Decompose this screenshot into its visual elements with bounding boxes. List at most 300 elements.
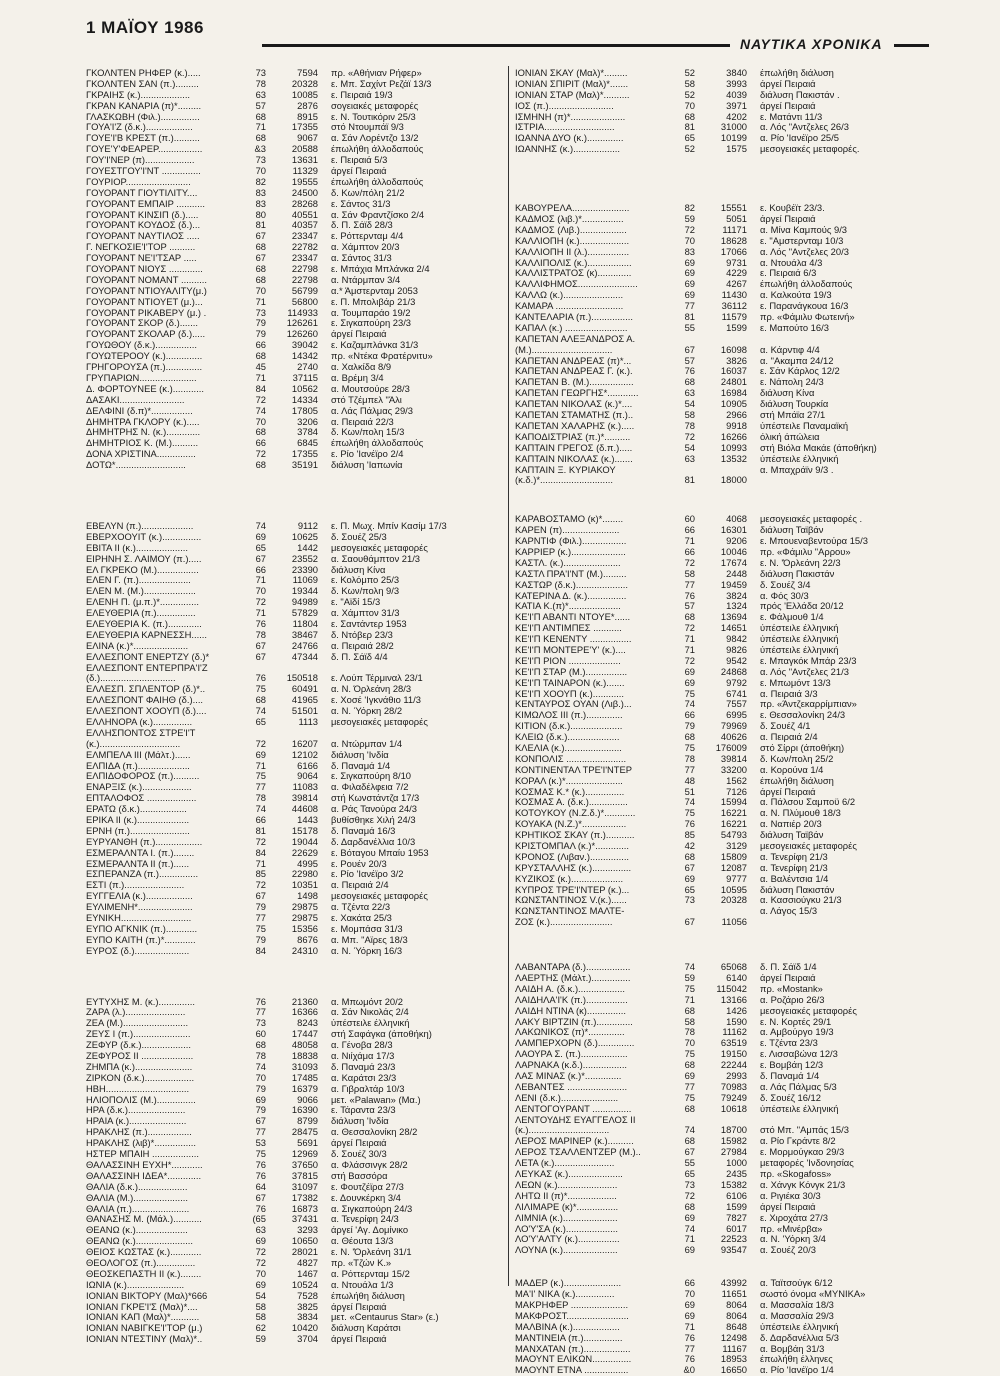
- ship-status: μεσογειακές μεταφορές: [760, 841, 857, 851]
- tonnage: 9064: [297, 770, 318, 782]
- built-year: 57: [255, 99, 266, 111]
- built-year: 69: [684, 1211, 695, 1223]
- built-year: 74: [255, 404, 266, 416]
- ship-status: ε. Τάραντα 23/3: [331, 1105, 396, 1116]
- ship-status: άργεί Πειραιά: [331, 1301, 387, 1312]
- tonnage: 7126: [726, 785, 747, 797]
- built-year: 69: [255, 530, 266, 542]
- ship-name: ΚΑΠΕΤΑΝ ΑΛΕΞΑΝΔΡΟΣ Α.: [515, 333, 636, 344]
- ship-name: ΕΛ ΓΚΡΕΚΟ (Μ.)................: [86, 564, 199, 575]
- ship-status: α. Γένοβα 28/3: [331, 1040, 393, 1051]
- ship-status: έπωλήθη άλλοδαπούς: [331, 176, 424, 187]
- ship-name: ΕΛΛΕΣΠΟΝΤ ΕΝΤΕΡΠΡΑ'Ι'Ζ: [86, 662, 208, 673]
- built-year: 76: [255, 1202, 266, 1214]
- built-year: 76: [684, 818, 695, 830]
- built-year: 60: [255, 1028, 266, 1040]
- ship-status: μεσογειακές μεταφορές: [760, 1005, 857, 1016]
- ship-row: [515, 962, 935, 973]
- ship-name: ΕΥΠΟ ΚΑΙΤΗ (π.)*............: [86, 934, 196, 945]
- built-year: &3: [254, 143, 266, 155]
- ship-name: ΓΚΟΛΝΤΕΝ ΡΗΦΕΡ (κ.).....: [86, 68, 201, 78]
- ship-name: ΓΟΥΡΙΟΡ.........................: [86, 176, 191, 187]
- ship-status: ε. Μπουεναβεντούρα 15/3: [760, 536, 868, 547]
- tonnage: 1113: [298, 715, 318, 727]
- ship-status: α. Θεσσαλονίκη 28/2: [331, 1127, 418, 1138]
- built-year: 68: [684, 1004, 695, 1016]
- ship-name: ΚΑΠΕΤΑΝ ΓΕΩΡΓΗΣ*............: [515, 388, 639, 399]
- tonnage: 19459: [720, 578, 747, 590]
- built-year: 66: [684, 1277, 695, 1289]
- ship-name: ΙΩΝΙΑ (κ.)......................: [86, 1279, 185, 1290]
- tonnage: 3993: [726, 77, 747, 89]
- ship-name: ΙΟΝΙΑΝ ΓΚΡΕ'Ι'Σ (Μαλ)*....: [86, 1301, 198, 1312]
- built-year: 69: [684, 289, 695, 301]
- ship-status: πρ. «Αθήνιαν Ρήφερ»: [331, 68, 422, 78]
- ship-status: διάλυση Ταϊβάν: [760, 525, 824, 536]
- tonnage: 17066: [720, 245, 747, 257]
- ship-status: άργεί Πειραιά: [760, 100, 816, 111]
- ship-row: [86, 543, 506, 554]
- ship-name: ΙΣΜΗΝΗ (π)*.....................: [515, 111, 626, 122]
- ship-name: ΚΟΡΑΛ (κ.)*......................: [515, 775, 623, 786]
- ship-name: ΕΡΑΤΩ (δ.κ.)..................: [86, 804, 187, 815]
- built-year: 74: [255, 705, 266, 717]
- tonnage: 114933: [287, 306, 318, 318]
- ship-status: α. Σάν Φραντζίσκο 2/4: [331, 209, 425, 220]
- ship-row: [515, 591, 935, 602]
- ship-name: ΚΥΠΡΟΣ ΤΡΕ'Ι'ΝΤΕΡ (κ.)...: [515, 884, 630, 895]
- built-year: 66: [255, 339, 266, 351]
- ship-status: α. Τζέντα 22/3: [331, 902, 391, 913]
- ship-name: ΛΑΚΩΝΙΚΟΣ (π)*..............: [515, 1027, 625, 1038]
- tonnage: 16221: [720, 818, 747, 830]
- built-year: 72: [255, 596, 266, 608]
- built-year: 79: [255, 328, 266, 340]
- ship-name: ΕΒΕΛΥΝ (π.)....................: [86, 520, 194, 531]
- ship-status: α. Ρίο Γκράντε 8/2: [760, 1136, 836, 1147]
- tonnage: 38467: [291, 628, 318, 640]
- ship-status: α. Καλκούτα 19/3: [760, 290, 832, 301]
- ship-name: ΚΕ'Ι'Π ΤΑΙΝΑΡΟΝ (κ.).......: [515, 677, 625, 688]
- ship-row: [515, 765, 935, 776]
- built-year: 59: [684, 972, 695, 984]
- built-year: 74: [255, 1060, 266, 1072]
- built-year: 72: [684, 556, 695, 568]
- built-year: 74: [684, 796, 695, 808]
- ship-row: [515, 995, 935, 1006]
- built-year: 76: [684, 365, 695, 377]
- ship-status: δ. Σουέζ 30/3: [331, 1149, 387, 1160]
- built-year: 70: [255, 1267, 266, 1279]
- ship-status: άργεί Πειραιά: [760, 973, 816, 984]
- ship-name: ΙΩΑΝΝΗΣ (κ.)..................: [515, 144, 620, 155]
- ship-status: άργεί Πειραιά: [760, 1201, 816, 1212]
- ship-name: ΙΟΝΙΑΝ ΝΤΕΣΤΙΝΥ (Μαλ)*..: [86, 1334, 203, 1345]
- tonnage: 23390: [291, 563, 318, 575]
- ship-status: α. Αμβούργο 19/3: [760, 1027, 834, 1038]
- tonnage: 8676: [297, 933, 318, 945]
- ship-status: μετ. «Palawan» (Μα.): [331, 1094, 421, 1105]
- tonnage: 6995: [726, 709, 747, 721]
- group-spacer: [515, 155, 935, 203]
- ship-row: [515, 678, 935, 689]
- built-year: 66: [684, 524, 695, 536]
- tonnage: 10420: [291, 1322, 318, 1334]
- ship-row: [86, 848, 506, 859]
- ship-status: ύπέστειλε έλληνική: [760, 634, 839, 645]
- ship-status: α. Μπαχράϊν 9/3 .: [760, 464, 834, 475]
- ship-name: ΚΡΗΤΙΚΟΣ ΣΚΑΥ (π.)...........: [515, 830, 635, 841]
- tonnage: 3826: [726, 354, 747, 366]
- built-year: 80: [255, 208, 266, 220]
- tonnage: 3971: [726, 99, 747, 111]
- ship-name: ΜΑΝΤΙΝΕΙΑ (π.)...............: [515, 1332, 623, 1343]
- ship-name: ΚΑΡΝΤΙΦ (Φιλ.).................: [515, 536, 627, 547]
- tonnage: 9918: [726, 419, 747, 431]
- built-year: 51: [684, 785, 695, 797]
- ship-name: ΚΑΛΛΙΠΟΛΙΣ (κ.).................: [515, 257, 632, 268]
- tonnage: 10650: [291, 1235, 318, 1247]
- built-year: 67: [255, 252, 266, 264]
- tonnage: 15551: [720, 202, 747, 214]
- built-year: 45: [255, 361, 266, 373]
- ship-status: πρ. «Skogafoss»: [760, 1169, 832, 1180]
- tonnage: 33200: [720, 763, 747, 775]
- ship-name: ΚΟΝΤΙΝΕΝΤΑΛ ΤΡΕ'Ι'ΝΤΕΡ: [515, 764, 633, 775]
- tonnage: 4995: [297, 857, 318, 869]
- ship-name: ΕΣΤΙ (π.).......................: [86, 880, 185, 891]
- tonnage: 150518: [286, 672, 318, 684]
- ship-status: ε. Πειραιά 6/3: [760, 268, 817, 279]
- ship-status: ε. Βόταγου Μπαίυ 1953: [331, 847, 429, 858]
- ship-name: ΚΑΠΟΔΙΣΤΡΙΑΣ (π.)*..........: [515, 431, 631, 442]
- tonnage: 16098: [720, 343, 747, 355]
- ship-name: (Μ.)...............................: [515, 344, 613, 355]
- ship-name: ΓΟΥΕΣΤΓΟΥ'Ι'ΝΤ ...............: [86, 166, 201, 177]
- ship-status: α. Νιίχάμα 17/3: [331, 1051, 395, 1062]
- ship-name: ΕΥΠΟ ΑΓΚΝΙΚ (π.)............: [86, 923, 198, 934]
- ship-name: ΔΗΜΗΤΡΗΣ Ν. (κ.).............: [86, 427, 201, 438]
- built-year: 71: [255, 121, 266, 133]
- ship-status: δ. Κων/πόλη 21/2: [331, 187, 405, 198]
- built-year: 74: [684, 1124, 695, 1136]
- built-year: 68: [684, 376, 695, 388]
- built-year: 57: [684, 354, 695, 366]
- ship-row: [515, 345, 935, 356]
- built-year: 73: [255, 1017, 266, 1029]
- built-year: 68: [255, 110, 266, 122]
- ship-name: ΛΕΝΤΟΓΟΥΡΑΝΤ ...............: [515, 1103, 632, 1114]
- ship-row: [86, 532, 506, 543]
- ship-status: α. Λάγος 15/3: [760, 906, 818, 917]
- built-year: 76: [684, 589, 695, 601]
- built-year: 71: [684, 1233, 695, 1245]
- tonnage: 9731: [726, 256, 747, 268]
- built-year: 77: [684, 300, 695, 312]
- ship-row: [515, 1060, 935, 1071]
- ship-name: ΓΟΥ'Ι'ΝΕΡ (π)...................: [86, 155, 195, 166]
- ship-row: [515, 1202, 935, 1213]
- ship-name: ΚΕ'Ι'Π ΜΟΝΤΕΡΕ'Υ' (κ.)....: [515, 644, 626, 655]
- ship-name: ΓΚΡΑΙΗΣ (κ.)...................: [86, 89, 191, 100]
- tonnage: 28268: [291, 197, 318, 209]
- tonnage: 3704: [297, 1333, 318, 1345]
- ship-status: α. Ντάρμπαν 3/4: [331, 274, 401, 285]
- ship-status: μεσογειακές μεταφορές: [331, 542, 428, 553]
- built-year: 78: [684, 1026, 695, 1038]
- ship-row: [515, 1147, 935, 1158]
- ship-status: ε. Φάλμουθ 1/4: [760, 612, 824, 623]
- ship-row: [86, 417, 506, 428]
- built-year: 63: [255, 88, 266, 100]
- ship-status: ε. Χιροχάτα 27/3: [760, 1212, 828, 1223]
- tonnage: 27984: [720, 1146, 747, 1158]
- ship-status: α. Τουμπαράο 19/2: [331, 307, 411, 318]
- ship-status: άργεί Πειραιά: [331, 1138, 387, 1149]
- tonnage: 6166: [297, 759, 318, 771]
- tonnage: 24766: [291, 639, 318, 651]
- built-year: 52: [684, 143, 695, 155]
- built-year: 85: [255, 868, 266, 880]
- built-year: 70: [684, 234, 695, 246]
- ship-name: ΚΑΛΛΩ (κ.).......................: [515, 290, 624, 301]
- tonnage: 24868: [720, 665, 747, 677]
- ship-name: ΚΑΛΛΙΦΗΜΟΣ.......................: [515, 279, 638, 290]
- ship-name: ΛΑΙΔΗΛΑ'Ι'Κ (π.)................: [515, 994, 628, 1005]
- built-year: 67: [684, 343, 695, 355]
- ship-row: [86, 706, 506, 717]
- ship-status: α. Ν. Όρλεάνη 28/3: [331, 684, 412, 695]
- ship-name: ΚΙΤΙΟΝ (δ.κ.)....................: [515, 721, 623, 732]
- built-year: 54: [684, 441, 695, 453]
- built-year: 72: [255, 1256, 266, 1268]
- built-year: 75: [684, 687, 695, 699]
- ship-name: ΚΕ'Ι'Π ΣΤΑΡ (Μ.)................: [515, 666, 628, 677]
- ship-status: α. Μουτσούρε 28/3: [331, 383, 410, 394]
- ship-row: [86, 761, 506, 772]
- ship-name: ΓΟΥΟΡΑΝΤ ΚΙΝΣΙΠ (δ.).....: [86, 209, 199, 220]
- ship-name: ΛΕΥΚΑΣ (κ.).....................: [515, 1169, 623, 1180]
- ship-status: άργεί Πειραιά: [331, 1334, 387, 1345]
- built-year: 84: [255, 944, 266, 956]
- ship-status: α. Κάρντιφ 4/4: [760, 344, 820, 355]
- ship-row: [515, 895, 935, 906]
- ship-status: α. Ναπιέρ 20/3: [760, 819, 822, 830]
- ship-row: [515, 525, 935, 536]
- tonnage: 18700: [720, 1124, 747, 1136]
- ship-name: ΛΕΩΝ (κ.).......................: [515, 1179, 618, 1190]
- built-year: 77: [255, 1006, 266, 1018]
- ship-row: [86, 717, 506, 728]
- tonnage: 12969: [291, 1148, 318, 1160]
- built-year: 69: [684, 665, 695, 677]
- tonnage: 79969: [720, 720, 747, 732]
- ship-status: α. Λάς Πάλμας 29/3: [331, 405, 413, 416]
- ship-name: ΚΑΠΕΤΑΝ ΑΝΔΡΕΑΣ Γ. (κ.).: [515, 366, 633, 377]
- ship-status: ε. Σάν Κάρλος 12/2: [760, 366, 840, 377]
- built-year: 75: [684, 1048, 695, 1060]
- built-year: 84: [255, 382, 266, 394]
- ship-row: [86, 406, 506, 417]
- ship-name: ΚΑΡΑΒΟΣΤΑΜΟ (κ)*........: [515, 514, 624, 525]
- ship-status: α. Σάν Νικολάς 2/4: [331, 1007, 409, 1018]
- ship-name: ΕΛΛΗΝΟΡΑ (κ.)...............: [86, 716, 193, 727]
- built-year: 75: [255, 683, 266, 695]
- ship-row: [86, 554, 506, 565]
- built-year: 71: [255, 295, 266, 307]
- tonnage: 9542: [726, 654, 747, 666]
- tonnage: 29875: [291, 912, 318, 924]
- built-year: 42: [684, 840, 695, 851]
- tonnage: 3824: [726, 589, 747, 601]
- page-date: 1 ΜΑΪΟΥ 1986: [86, 18, 204, 37]
- tonnage: 16266: [720, 430, 747, 442]
- ship-name: ΘΕΟΛΟΓΟΣ (π.)...............: [86, 1257, 196, 1268]
- tonnage: 17355: [291, 448, 318, 460]
- page-header: [0, 0, 1000, 60]
- tonnage: 176009: [715, 741, 747, 753]
- tonnage: 13532: [720, 452, 747, 464]
- ship-status: ε. Ν. Κορτές 29/1: [760, 1016, 832, 1027]
- ship-status: ε. Μπ. Σαχίντ Ρεζάϊ 13/3: [331, 78, 432, 89]
- ship-row: [86, 101, 506, 112]
- ship-status: ε. Τζέντα 23/3: [760, 1038, 818, 1049]
- ship-name: ΖΗΜΠΑ (κ.)......................: [86, 1061, 193, 1072]
- built-year: 82: [255, 175, 266, 187]
- tonnage: 31000: [720, 121, 747, 133]
- tonnage: 39814: [720, 752, 747, 764]
- tonnage: 10351: [291, 879, 318, 891]
- ship-status: πρ. «Μινέρβα»: [760, 1223, 823, 1234]
- tonnage: 3293: [297, 1224, 318, 1236]
- ship-name: ΙΣΤΡΙΑ...........................: [515, 122, 615, 133]
- ship-name: ΚΑΛΛΙΟΠΗ ΙΙ (λ.)................: [515, 246, 630, 257]
- ship-name: ΕΥΛΙΜΕΝΗ*.....................: [86, 902, 193, 913]
- ship-name: ΚΑΠΕΤΑΝ ΧΑΛΑΡΗΣ (κ.).....: [515, 420, 635, 431]
- ship-status: άργεί 'Αγ. Δομίνικο: [331, 1225, 409, 1236]
- built-year: 74: [684, 1222, 695, 1234]
- ship-status: α. Βαλέντσια 1/4: [760, 873, 829, 884]
- tonnage: 16207: [291, 737, 318, 749]
- built-year: 59: [255, 1333, 266, 1345]
- tonnage: 44608: [291, 803, 318, 815]
- ship-status: δ. Κων/πολη 15/3: [331, 427, 405, 438]
- ship-name: ΕΙΡΗΝΗ Σ. ΛΑΙΜΟΥ (π.).....: [86, 553, 202, 564]
- built-year: 77: [684, 763, 695, 775]
- built-year: 71: [255, 574, 266, 586]
- ship-name: ΚΟΥΑΚΑ (Ν.Ζ.)*.................: [515, 819, 627, 830]
- ship-status: α. "Ακαμπα 24/12: [760, 355, 834, 366]
- built-year: 72: [255, 1246, 266, 1258]
- group-spacer: [86, 471, 506, 521]
- built-year: 70: [684, 1037, 695, 1049]
- built-year: 71: [684, 643, 695, 655]
- ship-name: ΚΙΜΩΛΟΣ ΙΙΙ (π.)..............: [515, 710, 623, 721]
- ship-name: ΛΑΒΑΝΤΑΡΑ (δ.).................: [515, 962, 631, 973]
- tonnage: 12102: [291, 748, 318, 760]
- built-year: 67: [684, 1146, 695, 1158]
- ship-status: ε. Κολόμπο 25/3: [331, 575, 400, 586]
- ship-row: [515, 1365, 935, 1376]
- ship-status: δ. Σουέζ 25/3: [331, 531, 387, 542]
- ship-row: [515, 1322, 935, 1333]
- ship-status: πρ. «Φάμιλυ Φωτεινή»: [760, 312, 855, 323]
- ship-status: όλική άπώλεια: [760, 431, 820, 442]
- tonnage: 70983: [720, 1080, 747, 1092]
- ship-status: έπωλήθη διάλυση: [331, 1290, 405, 1301]
- ship-name: ΓΟΥΟΡΑΝΤ ΡΙΚΑΒΕΡΥ (μ.) .: [86, 307, 207, 318]
- ship-status: ε. Κουβέϊτ 23/3.: [760, 203, 825, 214]
- ship-name: ΙΟΝΙΑΝ ΣΤΑΡ (Μαλ)*..........: [515, 89, 630, 100]
- built-year: 79: [255, 317, 266, 329]
- ship-status: ε. Ρίο 'Ιανέϊρο 3/2: [331, 869, 404, 880]
- ship-row: [86, 1247, 506, 1258]
- tonnage: 11171: [722, 223, 747, 235]
- ship-status: διάλυση Κίνα: [760, 388, 815, 399]
- ship-row: [515, 258, 935, 269]
- ship-status: α. Ταϊτσούγκ 6/12: [760, 1278, 833, 1289]
- ship-status: στό Ντουμπάϊ 9/3: [331, 122, 404, 133]
- built-year: (65: [252, 1213, 266, 1225]
- built-year: 82: [684, 202, 695, 214]
- ship-name: ΓΟΥΟΡΑΝΤ ΕΜΠΑΙΡ ...........: [86, 198, 205, 209]
- built-year: 77: [255, 781, 266, 793]
- ship-name: ΕΥΝΙΚΗ...........................: [86, 913, 192, 924]
- tonnage: 3784: [297, 426, 318, 438]
- built-year: 68: [255, 273, 266, 285]
- built-year: 78: [255, 792, 266, 804]
- ship-name: ΚΑΠΤΑΙΝ ΝΙΚΟΛΑΣ (κ.).......: [515, 453, 633, 464]
- built-year: 71: [255, 759, 266, 771]
- ship-status: δ. Σουέζ 4/1: [760, 721, 811, 732]
- ship-status: ε. Ματάντι 11/3: [760, 111, 823, 122]
- built-year: 53: [255, 1137, 266, 1149]
- tonnage: 79249: [720, 1091, 747, 1103]
- built-year: 54: [255, 1289, 266, 1301]
- ship-row: [86, 1291, 506, 1302]
- tonnage: 2435: [726, 1168, 747, 1180]
- ship-name: ΜΑΚΦΡΟΣΤ........................: [515, 1310, 629, 1321]
- ship-name: ΕΒΕΡΧΟΟΥΙΤ (κ.)...............: [86, 531, 202, 542]
- tonnage: 7827: [726, 1211, 747, 1223]
- tonnage: 37815: [291, 1169, 318, 1181]
- ship-row: [515, 689, 935, 700]
- ship-status: α. Ρίο 'Ιανέϊρο 25/5: [760, 133, 839, 144]
- built-year: 67: [255, 1191, 266, 1203]
- ship-row: [86, 750, 506, 761]
- built-year: 85: [684, 829, 695, 841]
- built-year: 58: [684, 409, 695, 421]
- built-year: 68: [684, 850, 695, 862]
- built-year: 69: [684, 267, 695, 279]
- built-year: 54: [684, 398, 695, 410]
- ship-row: [86, 1007, 506, 1018]
- ship-status: άργεί Πειραιά: [760, 78, 816, 89]
- ship-status: ε. Σιγκαπούρη 8/10: [331, 771, 412, 782]
- ship-group: [86, 521, 506, 957]
- built-year: 72: [255, 393, 266, 405]
- ship-status: ε. Παρανάγκουα 16/3: [760, 301, 849, 312]
- tonnage: 36112: [721, 300, 747, 312]
- tonnage: 126261: [286, 317, 318, 329]
- ship-name: ΔΟΤΩ*...........................: [86, 460, 186, 471]
- ship-row: [515, 1333, 935, 1344]
- ship-name: ΛΑΜΠΕΡΧΟΡΝ (δ.)..............: [515, 1038, 635, 1049]
- ship-status: ε. Πειραιά 5/3: [331, 155, 388, 166]
- tonnage: 3825: [297, 1300, 318, 1312]
- ship-name: ΕΛΛΗΣΠΟΝΤΟΣ ΣΤΡΕ'Ι'Τ: [86, 727, 196, 738]
- group-spacer: [515, 928, 935, 962]
